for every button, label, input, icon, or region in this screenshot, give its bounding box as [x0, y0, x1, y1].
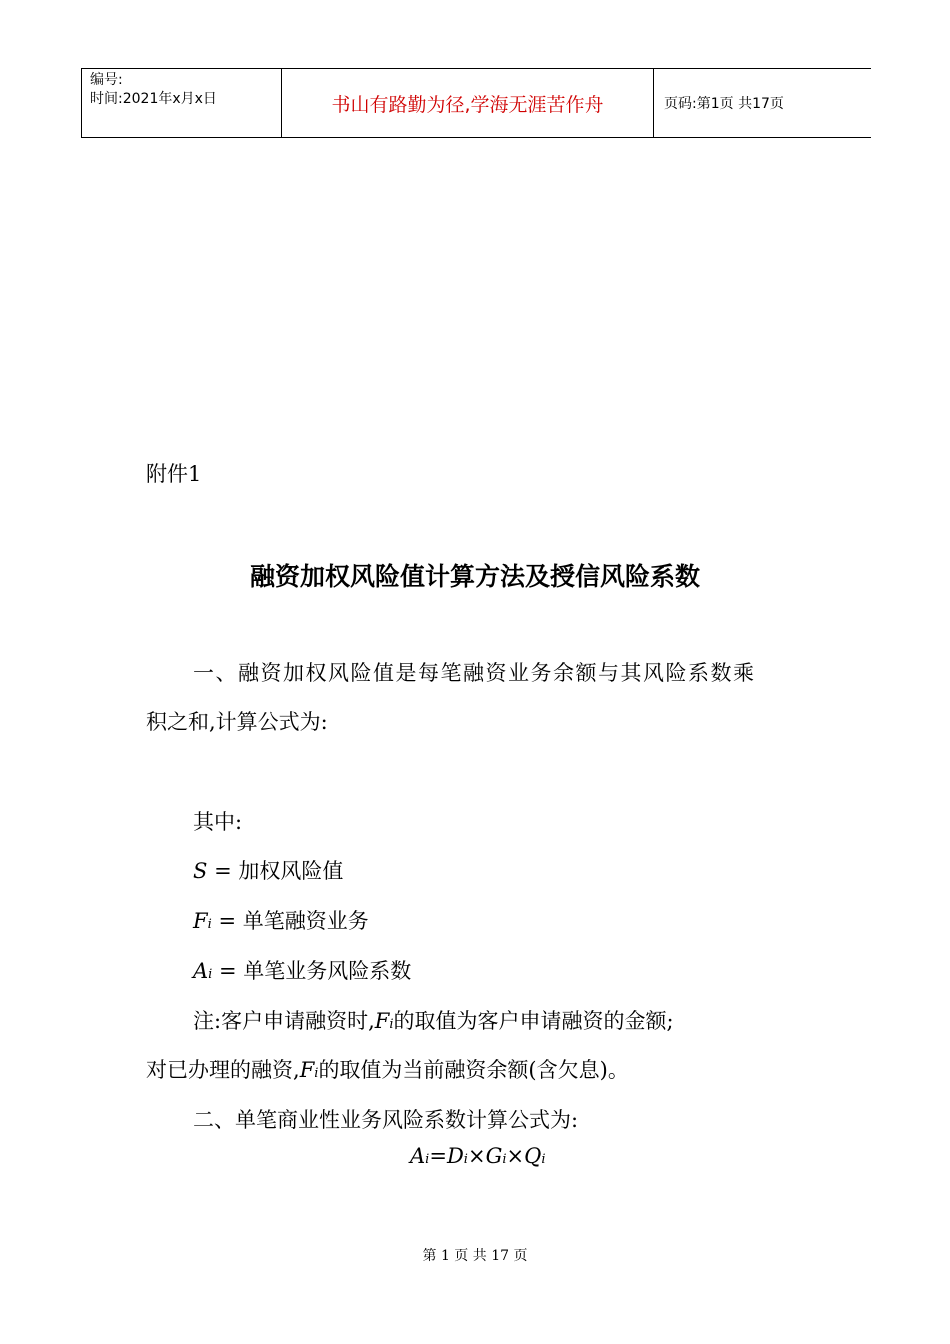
formula-times-2: × — [506, 1144, 525, 1168]
document-title: 融资加权风险值计算方法及授信风险系数 — [249, 562, 700, 591]
header-motto: 书山有路勤为径,学海无涯苦作舟 — [282, 69, 654, 137]
page-footer: 第 1 页 共 17 页 — [422, 1248, 528, 1264]
definition-f — [193, 907, 369, 939]
symbol-s: S — [193, 859, 208, 883]
time-label: 时间:2021年x月x日 — [90, 91, 217, 107]
risk-formula — [410, 1142, 546, 1174]
paragraph-2: 二、单笔商业性业务风险系数计算公式为: — [193, 1108, 579, 1132]
note-line-2-part-b: 的取值为当前融资余额(含欠息)。 — [318, 1058, 629, 1082]
note-line-1 — [193, 1007, 674, 1039]
definition-f-text: = 单笔融资业务 — [218, 909, 369, 933]
formula-a-subscript: i — [425, 1152, 430, 1167]
note-line-1-part-b: 的取值为客户申请融资的金额; — [393, 1009, 674, 1033]
number-label: 编号: — [90, 72, 123, 88]
formula-q: Q — [524, 1144, 542, 1168]
formula-equals: = — [429, 1144, 447, 1168]
note-line-1-part-a: 注:客户申请融资时, — [193, 1009, 375, 1033]
note-line-1-subscript: i — [389, 1017, 394, 1032]
note-line-2-symbol: F — [299, 1058, 315, 1082]
formula-d-subscript: i — [463, 1152, 468, 1167]
symbol-a-subscript: i — [208, 967, 213, 982]
formula-a: A — [410, 1144, 426, 1168]
page-header — [81, 68, 871, 138]
formula-g-subscript: i — [502, 1152, 507, 1167]
definition-a-text: = 单笔业务风险系数 — [219, 959, 412, 983]
header-meta-cell — [81, 69, 282, 137]
paragraph-1-line-2: 积之和,计算公式为: — [146, 710, 328, 734]
where-label: 其中: — [193, 810, 243, 834]
symbol-f-subscript: i — [207, 917, 212, 932]
symbol-a: A — [193, 959, 209, 983]
paragraph-1-line-1: 一、融资加权风险值是每笔融资业务余额与其风险系数乘 — [193, 661, 756, 685]
note-line-1-symbol: F — [374, 1009, 390, 1033]
formula-q-subscript: i — [541, 1152, 546, 1167]
definition-s — [193, 857, 343, 885]
formula-g: G — [485, 1144, 503, 1168]
formula-d: D — [446, 1144, 464, 1168]
definition-a — [193, 957, 411, 989]
note-line-2-subscript: i — [314, 1066, 319, 1081]
note-line-2 — [146, 1056, 629, 1088]
formula-times-1: × — [467, 1144, 486, 1168]
header-page-info: 页码:第1页 共17页 — [664, 96, 784, 112]
attachment-label: 附件1 — [146, 462, 202, 486]
symbol-f: F — [193, 909, 208, 933]
definition-s-text: = 加权风险值 — [214, 859, 344, 883]
note-line-2-part-a: 对已办理的融资, — [146, 1058, 300, 1082]
